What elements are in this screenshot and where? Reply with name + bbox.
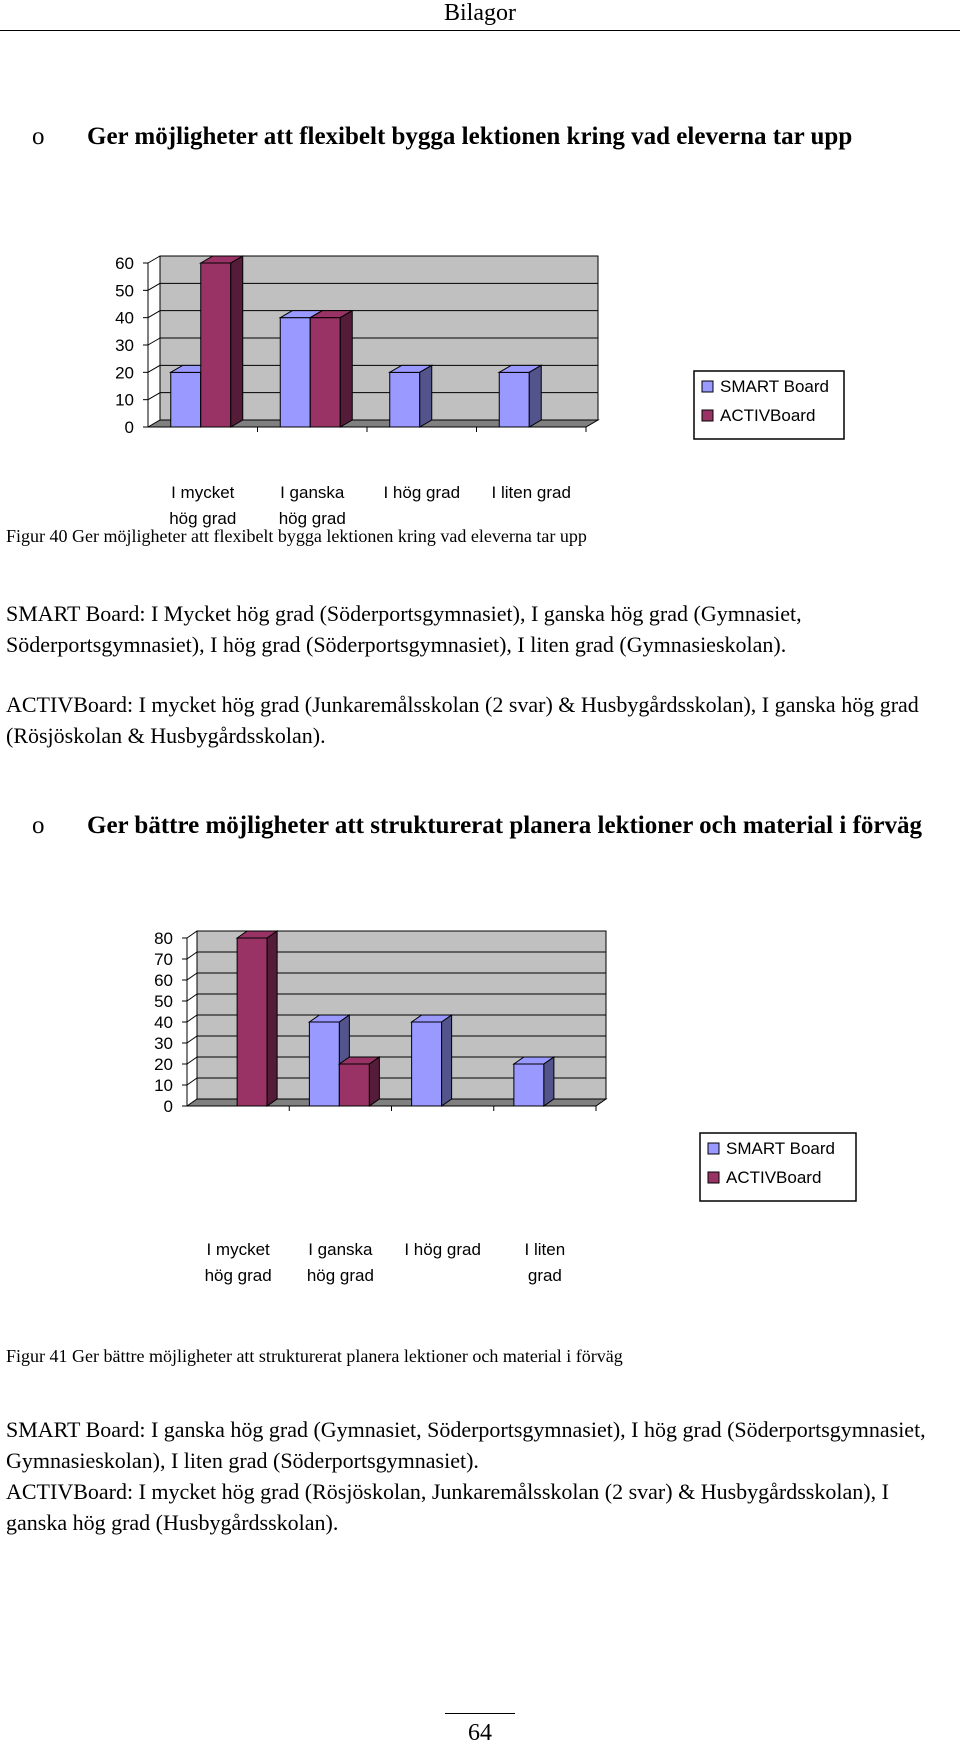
bar-side [231, 256, 243, 427]
y-tick-label: 60 [115, 254, 134, 273]
footer-rule [445, 1713, 515, 1714]
x-tick-label: hög grad [204, 1266, 272, 1285]
gridline-side [148, 256, 160, 263]
y-tick-label: 40 [154, 1013, 173, 1032]
bar-activboard [201, 263, 231, 427]
bar-smart-board [514, 1064, 544, 1106]
x-tick-label: I liten grad [491, 483, 571, 502]
y-tick-label: 10 [115, 390, 134, 410]
y-tick-label: 30 [115, 336, 134, 355]
x-tick-label: I ganska [280, 483, 345, 502]
bullet: o [32, 123, 45, 150]
bar-activboard [237, 938, 267, 1106]
bar-smart-board [499, 372, 529, 427]
gridline-side [148, 393, 160, 400]
bullet: o [32, 812, 45, 839]
y-tick-label: 50 [115, 281, 134, 301]
y-tick-label: 0 [124, 418, 134, 437]
bar-side [529, 365, 541, 427]
legend-swatch [702, 410, 713, 421]
bar-chart-figure-41 [0, 910, 960, 1285]
bar-smart-board [412, 1022, 442, 1106]
legend-label: ACTIVBoard [726, 1168, 822, 1187]
legend-swatch [708, 1143, 719, 1154]
x-tick-label: grad [527, 1266, 562, 1285]
paragraph-smart-board: SMART Board: I ganska hög grad (Gymnasiet, Söderportsgymnasiet), I hög grad (Söderportsgymnasiet, Gymnasieskolan), I liten grad (Söderportsgymnasiet). [6, 1417, 926, 1473]
y-tick-label: 80 [154, 929, 173, 948]
section-heading-2 [32, 811, 932, 841]
figure-caption-40: Figur 40 Ger möjligheter att flexibelt bygga lektionen kring vad eleverna tar upp [6, 526, 587, 546]
y-tick-label: 50 [154, 992, 173, 1011]
paragraph-activboard: ACTIVBoard: I mycket hög grad (Rösjöskolan, Junkaremålsskolan (2 svar) & Husbygårdsskolan), I ganska hög grad (Husbygårdsskolan). [6, 1479, 889, 1535]
gridline-side [187, 931, 197, 938]
bar-side [369, 1057, 379, 1106]
page-header: Bilagor [444, 0, 516, 26]
paragraph-smart-board: SMART Board: I Mycket hög grad (Söderportsgymnasiet), I ganska hög grad (Gymnasiet, Söderportsgymnasiet), I hög grad (Söderportsgymnasiet), I liten grad (Gymnasieskolan). [6, 601, 802, 657]
x-tick-label: I mycket [171, 483, 235, 502]
y-tick-label: 20 [154, 1055, 173, 1074]
header-rule [0, 30, 960, 31]
bar-activboard [310, 318, 340, 427]
gridline-side [187, 1057, 197, 1064]
bar-side [544, 1057, 554, 1106]
bar-smart-board [390, 372, 420, 427]
gridline-side [187, 973, 197, 980]
bar-smart-board [171, 372, 201, 427]
page-number: 64 [468, 1720, 492, 1746]
x-tick-label: I liten [524, 1240, 566, 1259]
gridline-side [187, 1015, 197, 1022]
paragraph-activboard: ACTIVBoard: I mycket hög grad (Junkaremålsskolan (2 svar) & Husbygårdsskolan), I ganska hög grad (Rösjöskolan & Husbygårdsskolan). [6, 692, 919, 748]
y-tick-label: 10 [154, 1076, 173, 1095]
bar-activboard [339, 1064, 369, 1106]
y-tick-label: 0 [163, 1097, 173, 1116]
section-heading-1 [32, 122, 932, 152]
x-tick-label: hög grad [169, 509, 237, 528]
heading-text: Ger möjligheter att flexibelt bygga lektionen kring vad eleverna tar upp [87, 123, 853, 150]
gridline-side [148, 365, 160, 372]
x-tick-label: I hög grad [404, 1240, 481, 1259]
y-tick-label: 30 [154, 1034, 173, 1053]
x-tick-label: hög grad [278, 509, 346, 528]
legend-label: SMART Board [720, 377, 829, 396]
bar-smart-board [309, 1022, 339, 1106]
gridline-side [148, 311, 160, 318]
figure-caption-41: Figur 41 Ger bättre möjligheter att strukturerat planera lektioner och material i förväg [6, 1346, 623, 1366]
legend-swatch [708, 1172, 719, 1183]
x-tick-label: I ganska [308, 1240, 373, 1259]
y-tick-label: 70 [154, 950, 173, 969]
legend-swatch [702, 381, 713, 392]
legend-label: SMART Board [726, 1139, 835, 1158]
bar-smart-board [280, 318, 310, 427]
y-tick-label: 20 [115, 363, 134, 383]
x-tick-label: I mycket [206, 1240, 270, 1259]
bar-side [340, 311, 352, 427]
bar-chart-figure-40 [0, 230, 960, 530]
gridline-side [148, 338, 160, 345]
y-tick-label: 60 [154, 971, 173, 990]
bar-side [442, 1015, 452, 1106]
gridline-side [187, 1078, 197, 1085]
gridline-side [187, 994, 197, 1001]
gridline-side [187, 952, 197, 959]
x-tick-label: I hög grad [383, 483, 461, 502]
legend-label: ACTIVBoard [720, 406, 816, 425]
bar-side [267, 931, 277, 1106]
y-tick-label: 40 [115, 308, 134, 328]
bar-side [420, 365, 432, 427]
gridline-side [187, 1036, 197, 1043]
gridline-side [148, 283, 160, 290]
heading-text: Ger bättre möjligheter att strukturerat planera lektioner och material i förväg [87, 812, 922, 839]
x-tick-label: hög grad [306, 1266, 374, 1285]
